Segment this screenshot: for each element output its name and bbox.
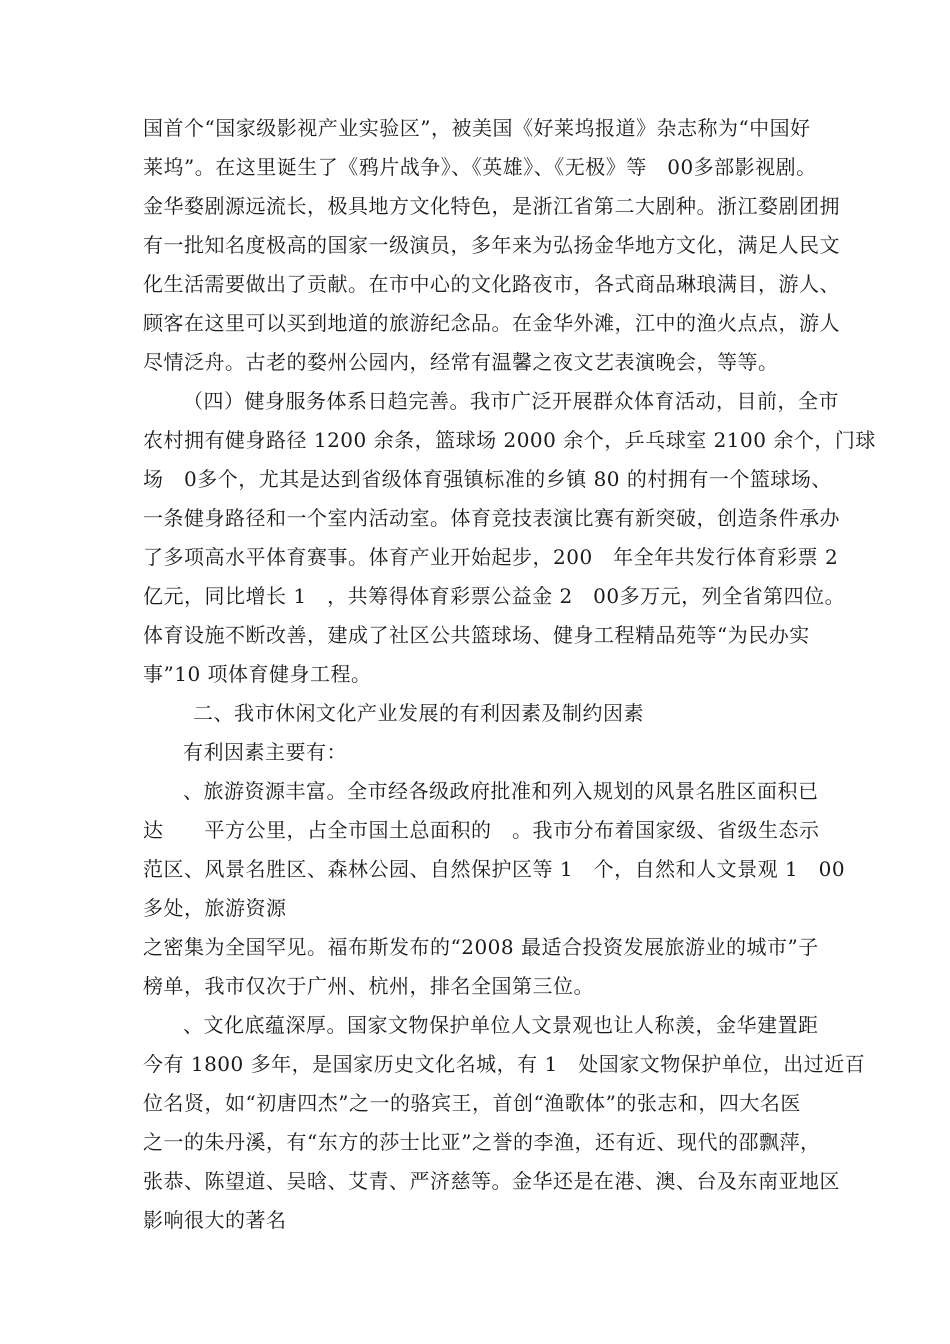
paragraph-line: 位名贤，如“初唐四杰”之一的骆宾王，首创“渔歌体”的张志和，四大名医 [143,1091,801,1115]
paragraph-line: 之密集为全国罕见。福布斯发布的“2008 最适合投资发展旅游业的城市”子 [143,935,819,959]
paragraph-line: 、旅游资源丰富。全市经各级政府批准和列入规划的风景名胜区面积已 [183,779,819,803]
paragraph-line: 了多项高水平体育赛事。体育产业开始起步，200 年全年共发行体育彩票 2 [143,545,839,569]
paragraph-line: 化生活需要做出了贡献。在市中心的文化路夜市，各式商品琳琅满目，游人、 [143,272,840,296]
paragraph-line: 榜单，我市仅次于广州、杭州，排名全国第三位。 [143,974,594,998]
paragraph-line: 场 0多个，尤其是达到省级体育强镇标准的乡镇 80 的村拥有一个篮球场、 [143,467,832,491]
paragraph-line: 体育设施不断改善，建成了社区公共篮球场、健身工程精品苑等“为民办实 [143,623,810,647]
paragraph-line: 张恭、陈望道、吴晗、艾青、严济慈等。金华还是在港、澳、台及东南亚地区 [143,1169,840,1193]
paragraph-line: 金华婺剧源远流长，极具地方文化特色，是浙江省第二大剧种。浙江婺剧团拥 [143,194,840,218]
paragraph-line: 之一的朱丹溪，有“东方的莎士比亚”之誉的李渔，还有近、现代的邵飘萍， [143,1130,821,1154]
section-heading: 二、我市休闲文化产业发展的有利因素及制约因素 [193,701,644,725]
paragraph-line: 有利因素主要有： [183,740,347,764]
paragraph-line: 多处，旅游资源 [143,896,287,920]
paragraph-line: 影响很大的著名 [143,1208,287,1232]
paragraph-line: 有一批知名度极高的国家一级演员，多年来为弘扬金华地方文化，满足人民文 [143,233,840,257]
paragraph-line: 顾客在这里可以买到地道的旅游纪念品。在金华外滩，江中的渔火点点，游人 [143,311,840,335]
paragraph-line: 国首个“国家级影视产业实验区”，被美国《好莱坞报道》杂志称为“中国好 [143,116,811,140]
paragraph-line: 一条健身路径和一个室内活动室。体育竞技表演比赛有新突破，创造条件承办 [143,506,840,530]
paragraph-line: 范区、风景名胜区、森林公园、自然保护区等 1 个，自然和人文景观 1 00 [143,857,846,881]
paragraph-line: 、文化底蕴深厚。国家文物保护单位人文景观也让人称羡，金华建置距 [183,1013,819,1037]
paragraph-line: 事”10 项体育健身工程。 [143,662,372,686]
paragraph-line: 达 平方公里，占全市国土总面积的 。我市分布着国家级、省级生态示 [143,818,820,842]
paragraph-line: 今有 1800 多年，是国家历史文化名城，有 1 处国家文物保护单位，出过近百 [143,1052,866,1076]
paragraph-line: （四）健身服务体系日趋完善。我市广泛开展群众体育活动，目前，全市 [183,389,839,413]
paragraph-line: 亿元，同比增长 1 ，共筹得体育彩票公益金 2 00多万元，列全省第四位。 [143,584,846,608]
paragraph-line: 莱坞”。在这里诞生了《鸦片战争》、《英雄》、《无极》等 00多部影视剧。 [143,155,817,179]
paragraph-line: 农村拥有健身路径 1200 余条，篮球场 2000 余个，乒乓球室 2100 余个，门球 [143,428,876,452]
paragraph-line: 尽情泛舟。古老的婺州公园内，经常有温馨之夜文艺表演晚会，等等。 [143,350,779,374]
